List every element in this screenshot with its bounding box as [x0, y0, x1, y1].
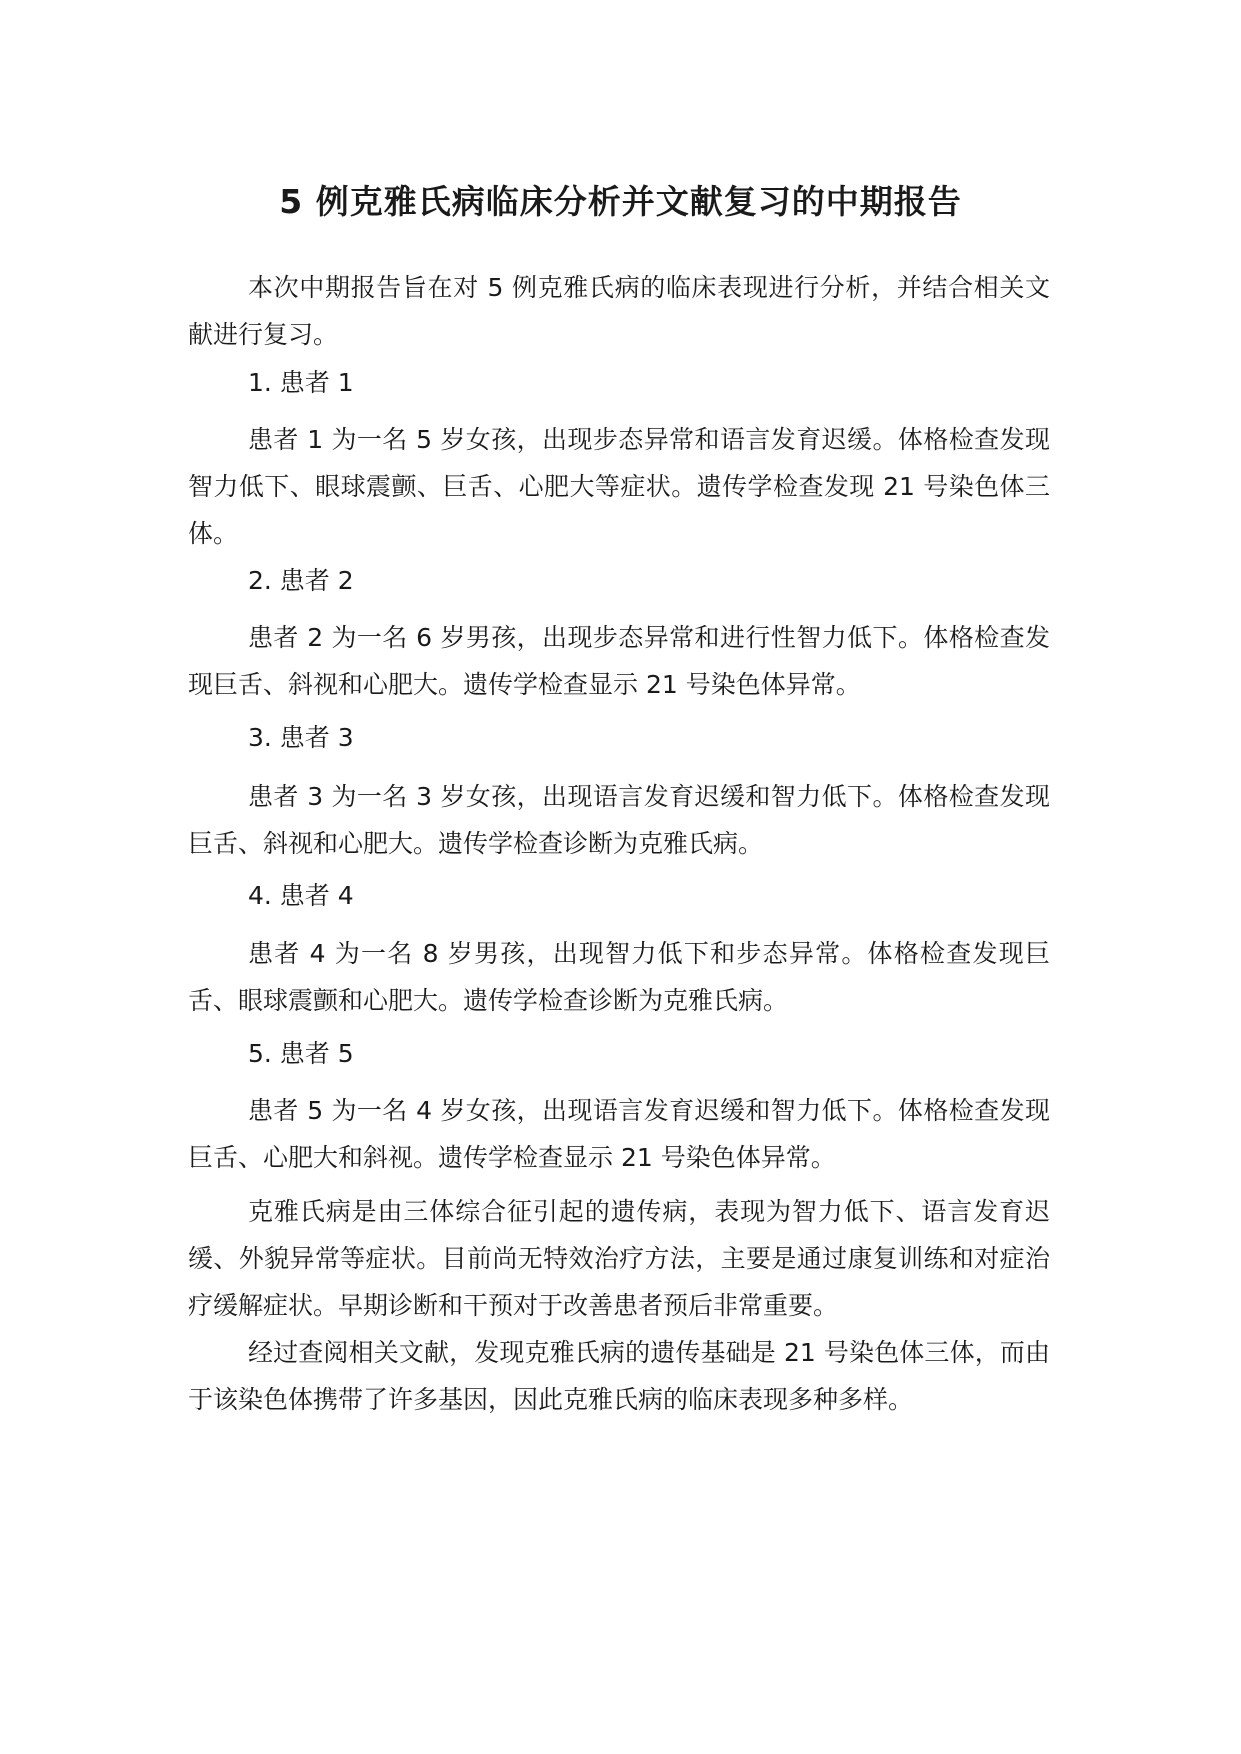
discussion-paragraph: 克雅氏病是由三体综合征引起的遗传病，表现为智力低下、语言发育迟缓、外貌异常等症状。目前尚无特效治疗方法，主要是通过康复训练和对症治疗缓解症状。早期诊断和干预对于改善患者预后非常重要。 — [188, 1197, 1050, 1320]
patient-5-description: 患者 5 为一名 4 岁女孩，出现语言发育迟缓和智力低下。体格检查发现巨舌、心肥大和斜视。遗传学检查显示 21 号染色体异常。 — [188, 1096, 1050, 1172]
patient-4-description: 患者 4 为一名 8 岁男孩，出现智力低下和步态异常。体格检查发现巨舌、眼球震颤和心肥大。遗传学检查诊断为克雅氏病。 — [188, 939, 1050, 1015]
literature-paragraph: 经过查阅相关文献，发现克雅氏病的遗传基础是 21 号染色体三体，而由于该染色体携带了许多基因，因此克雅氏病的临床表现多种多样。 — [188, 1338, 1050, 1414]
patient-3-description: 患者 3 为一名 3 岁女孩，出现语言发育迟缓和智力低下。体格检查发现巨舌、斜视和心肥大。遗传学检查诊断为克雅氏病。 — [188, 782, 1050, 858]
patient-2-description: 患者 2 为一名 6 岁男孩，出现步态异常和进行性智力低下。体格检查发现巨舌、斜视和心肥大。遗传学检查显示 21 号染色体异常。 — [188, 623, 1050, 699]
patient-5-heading: 5. 患者 5 — [248, 1039, 354, 1068]
patient-1-heading: 1. 患者 1 — [248, 368, 354, 397]
intro-paragraph: 本次中期报告旨在对 5 例克雅氏病的临床表现进行分析，并结合相关文献进行复习。 — [188, 273, 1050, 349]
patient-1-description: 患者 1 为一名 5 岁女孩，出现步态异常和语言发育迟缓。体格检查发现智力低下、眼球震颤、巨舌、心肥大等症状。遗传学检查发现 21 号染色体三体。 — [188, 425, 1050, 548]
document-title: 5 例克雅氏病临床分析并文献复习的中期报告 — [279, 182, 962, 221]
patient-3-heading: 3. 患者 3 — [248, 723, 354, 752]
patient-4-heading: 4. 患者 4 — [248, 881, 354, 910]
patient-2-heading: 2. 患者 2 — [248, 566, 354, 595]
